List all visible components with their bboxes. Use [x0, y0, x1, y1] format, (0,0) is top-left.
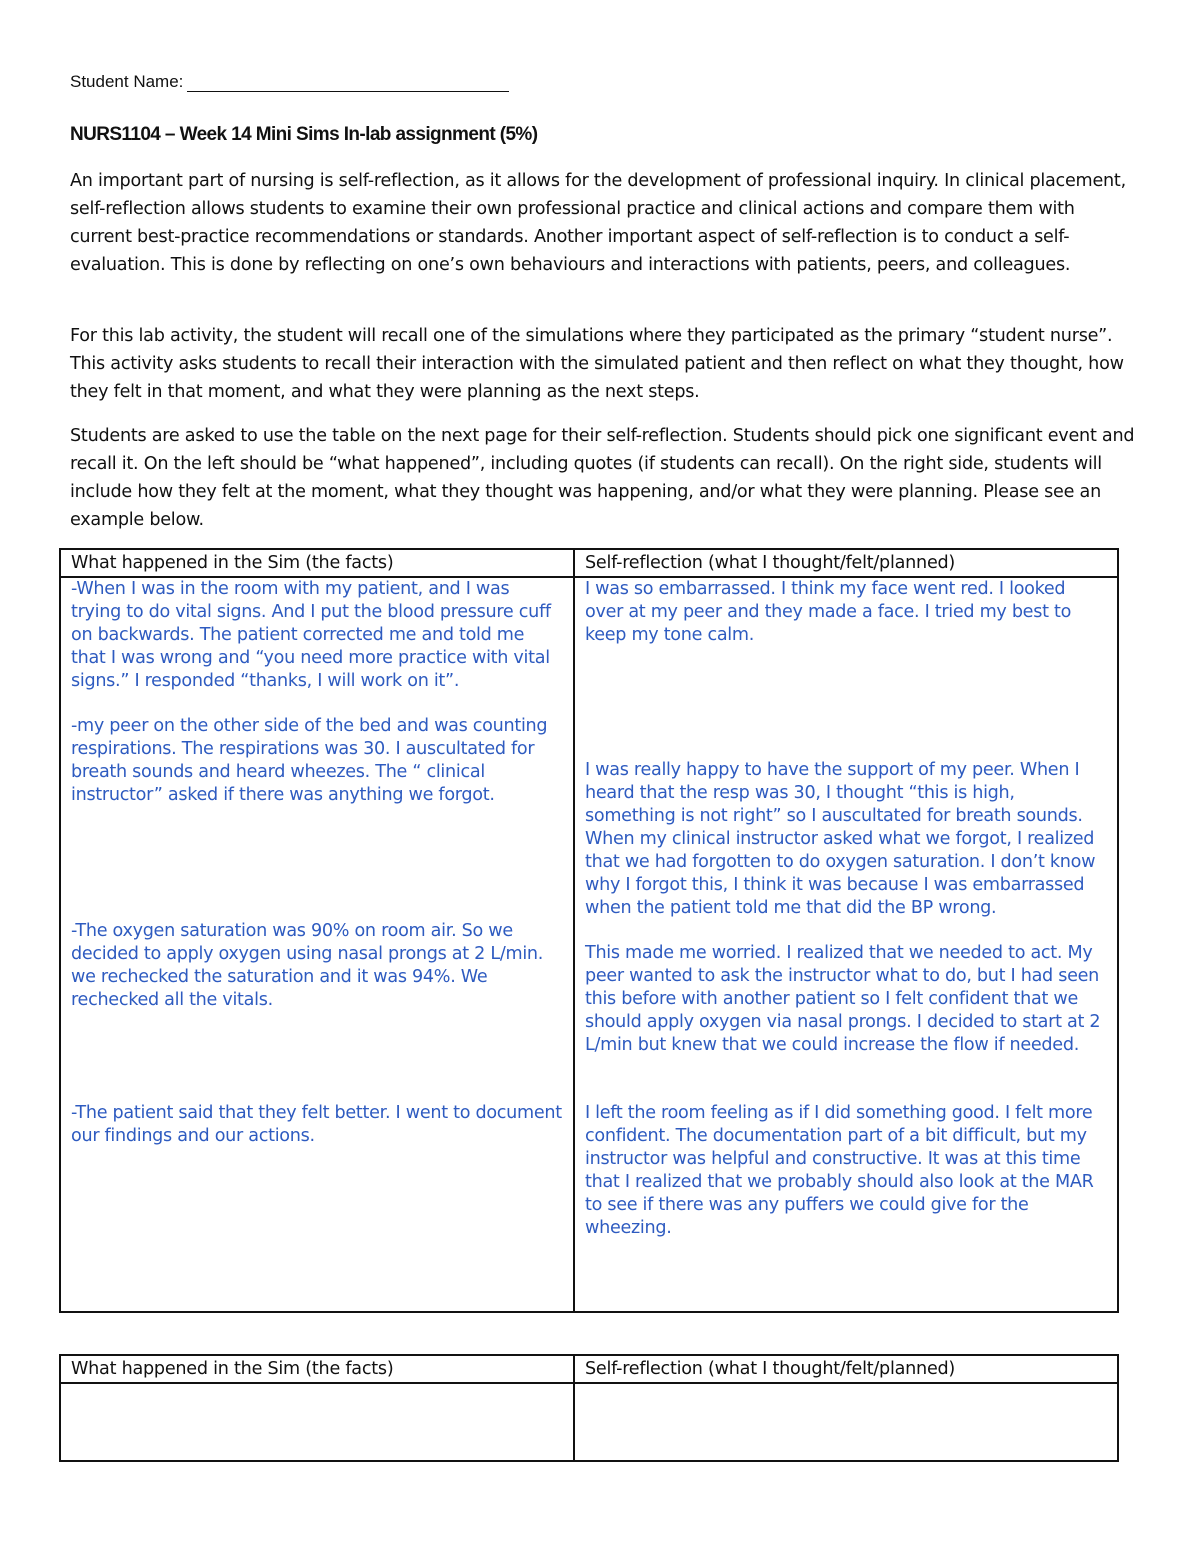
reflection-entry: I was really happy to have the support of my peer. When I heard that the resp was 30, I thought “this is high, something is not right” so I auscultated for breath sounds. When my clinical instructor asked what we forgot, I realized that we had forgotten to do oxygen saturation. I don’t know why I forgot this, I think it was because I was embarrassed when the patient told me that did the BP wrong. [585, 760, 1096, 918]
blank-reflection-table [59, 1354, 1119, 1462]
intro-paragraph-2: For this lab activity, the student will recall one of the simulations where they participated as the primary “student nurse”. This activity asks students to recall their interaction with the simulated patient and then reflect on what they thought, how they felt in that moment, and what they were planning as the next steps. [70, 326, 1124, 402]
reflection-cell [574, 577, 1118, 1312]
fact-entry: -The oxygen saturation was 90% on room air. So we decided to apply oxygen using nasal prongs at 2 L/min. we rechecked the saturation and it was 94%. We rechecked all the vitals. [71, 921, 544, 1010]
table-header-row [60, 549, 1118, 577]
fact-entry: -When I was in the room with my patient, and I was trying to do vital signs. And I put the blood pressure cuff on backwards. The patient corrected me and told me that I was wrong and “you need more practice with vital signs.” I responded “thanks, I will work on it”. [71, 579, 551, 691]
table-header-row [60, 1355, 1118, 1383]
assignment-title: NURS1104 – Week 14 Mini Sims In-lab assignment (5%) [70, 124, 538, 145]
example-reflection-table [59, 548, 1119, 1313]
student-name-line [70, 72, 509, 92]
facts-input-cell[interactable] [60, 1383, 574, 1461]
student-name-blank[interactable] [187, 73, 509, 92]
table-row [60, 577, 1118, 1312]
fact-entry: -The patient said that they felt better. I went to document our findings and our actions. [71, 1103, 562, 1146]
reflection-entry: I left the room feeling as if I did something good. I felt more confident. The documentation part of a bit difficult, but my instructor was helpful and constructive. It was at this time that I realized that we probably should also look at the MAR to see if there was any puffers we could give for the wheezing. [585, 1103, 1094, 1238]
student-name-label: Student Name: [70, 72, 184, 91]
facts-cell [60, 577, 574, 1312]
reflection-column-header: Self-reflection (what I thought/felt/planned) [574, 1355, 1118, 1383]
fact-entry: -my peer on the other side of the bed and was counting respirations. The respirations was 30. I auscultated for breath sounds and heard wheezes. The “ clinical instructor” asked if there was anything we forgot. [71, 716, 548, 805]
reflection-input-cell[interactable] [574, 1383, 1118, 1461]
table-row [60, 1383, 1118, 1461]
intro-paragraph-1: An important part of nursing is self-reflection, as it allows for the development of professional inquiry. In clinical placement, self-reflection allows students to examine their own professional practice and clinical actions and compare them with current best-practice recommendations or standards. Another important aspect of self-reflection is to conduct a self-evaluation. This is done by reflecting on one’s own behaviours and interactions with patients, peers, and colleagues. [70, 171, 1126, 275]
facts-column-header: What happened in the Sim (the facts) [60, 1355, 574, 1383]
intro-paragraph-3: Students are asked to use the table on the next page for their self-reflection. Students should pick one significant event and recall it. On the left should be “what happened”, including quotes (if students can recall). On the right side, students will include how they felt at the moment, what they thought was happening, and/or what they were planning. Please see an example below. [70, 426, 1135, 530]
reflection-column-header: Self-reflection (what I thought/felt/planned) [574, 549, 1118, 577]
reflection-entry: I was so embarrassed. I think my face went red. I looked over at my peer and they made a face. I tried my best to keep my tone calm. [585, 579, 1072, 645]
facts-column-header: What happened in the Sim (the facts) [60, 549, 574, 577]
reflection-entry: This made me worried. I realized that we needed to act. My peer wanted to ask the instructor what to do, but I had seen this before with another patient so I felt confident that we should apply oxygen via nasal prongs. I decided to start at 2 L/min but knew that we could increase the flow if needed. [585, 943, 1101, 1055]
